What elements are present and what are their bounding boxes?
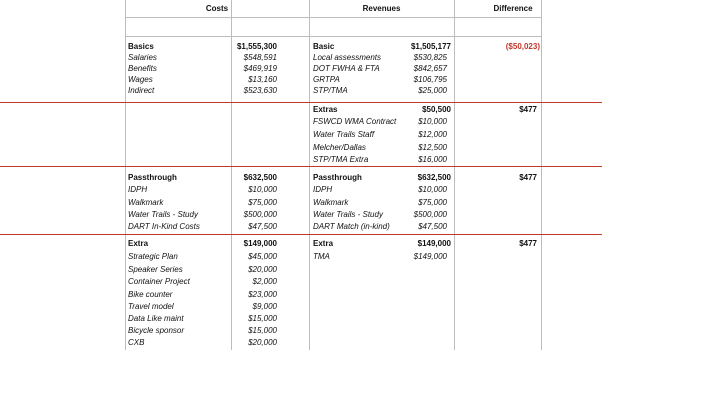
- cost-label: Salaries: [128, 53, 157, 62]
- revenue-label: Passthrough: [313, 173, 362, 182]
- revenue-label: Melcher/Dallas: [313, 143, 366, 152]
- cost-value: $75,000: [248, 198, 277, 207]
- cost-label: Travel model: [128, 302, 174, 311]
- revenue-value: $12,500: [418, 143, 447, 152]
- cost-label: Indirect: [128, 86, 155, 95]
- cost-label: IDPH: [128, 185, 148, 194]
- cost-label: Bike counter: [128, 290, 173, 299]
- cost-value: $20,000: [248, 265, 277, 274]
- cost-label: DART In-Kind Costs: [128, 222, 200, 231]
- difference-value: $477: [519, 105, 537, 114]
- revenue-label: Water Trails Staff: [313, 130, 375, 139]
- revenue-value: $25,000: [418, 86, 447, 95]
- revenue-label: Water Trails - Study: [313, 210, 383, 219]
- revenue-label: DOT FWHA & FTA: [313, 64, 380, 73]
- cost-value: $523,630: [243, 86, 277, 95]
- revenue-label: IDPH: [313, 185, 333, 194]
- revenue-label: TMA: [313, 252, 330, 261]
- revenue-value: $16,000: [418, 155, 447, 164]
- revenue-value: $106,795: [413, 75, 447, 84]
- revenue-label: STP/TMA: [313, 86, 348, 95]
- cost-label: Basics: [128, 42, 154, 51]
- cost-value: $1,555,300: [236, 42, 277, 51]
- revenue-label: Extras: [313, 105, 338, 114]
- revenue-value: $149,000: [413, 252, 447, 261]
- revenue-label: FSWCD WMA Contract: [313, 117, 397, 126]
- cost-label: CXB: [128, 338, 145, 347]
- cost-value: $500,000: [243, 210, 277, 219]
- cost-value: $149,000: [243, 239, 277, 248]
- difference-value: $477: [519, 173, 537, 182]
- revenue-label: STP/TMA Extra: [313, 155, 369, 164]
- revenue-value: $47,500: [418, 222, 447, 231]
- cost-label: Passthrough: [128, 173, 177, 182]
- header-revenues: Revenues: [362, 4, 401, 13]
- cost-value: $23,000: [248, 290, 277, 299]
- cost-value: $47,500: [248, 222, 277, 231]
- revenue-label: Basic: [313, 42, 335, 51]
- cost-label: Data Like maint: [128, 314, 184, 323]
- cost-label: Container Project: [128, 277, 190, 286]
- cost-label: Extra: [128, 239, 149, 248]
- revenue-label: GRTPA: [313, 75, 340, 84]
- revenue-value: $530,825: [413, 53, 447, 62]
- cost-label: Water Trails - Study: [128, 210, 198, 219]
- header-costs: Costs: [205, 4, 229, 13]
- cost-label: Speaker Series: [128, 265, 183, 274]
- revenue-value: $12,000: [418, 130, 447, 139]
- cost-value: $548,591: [243, 53, 277, 62]
- revenue-value: $1,505,177: [410, 42, 451, 51]
- revenue-value: $149,000: [417, 239, 451, 248]
- cost-value: $13,160: [248, 75, 277, 84]
- revenue-value: $842,657: [413, 64, 447, 73]
- cost-value: $632,500: [243, 173, 277, 182]
- cost-label: Strategic Plan: [128, 252, 178, 261]
- revenue-value: $10,000: [418, 185, 447, 194]
- revenue-value: $10,000: [418, 117, 447, 126]
- revenue-label: Extra: [313, 239, 334, 248]
- cost-value: $469,919: [243, 64, 277, 73]
- revenue-label: DART Match (in-kind): [313, 222, 390, 231]
- revenue-value: $500,000: [413, 210, 447, 219]
- cost-value: $15,000: [248, 314, 277, 323]
- cost-label: Bicycle sponsor: [128, 326, 185, 335]
- cost-value: $9,000: [252, 302, 277, 311]
- cost-label: Benefits: [128, 64, 157, 73]
- cost-value: $2,000: [252, 277, 277, 286]
- difference-value: ($50,023): [505, 42, 540, 51]
- cost-value: $20,000: [248, 338, 277, 347]
- revenue-label: Walkmark: [313, 198, 349, 207]
- cost-label: Walkmark: [128, 198, 164, 207]
- cost-value: $45,000: [248, 252, 277, 261]
- revenue-value: $75,000: [418, 198, 447, 207]
- difference-value: $477: [519, 239, 537, 248]
- revenue-value: $50,500: [422, 105, 451, 114]
- cost-label: Wages: [128, 75, 153, 84]
- revenue-value: $632,500: [417, 173, 451, 182]
- cost-value: $10,000: [248, 185, 277, 194]
- header-difference: Difference: [493, 4, 533, 13]
- cost-value: $15,000: [248, 326, 277, 335]
- revenue-label: Local assessments: [313, 53, 382, 62]
